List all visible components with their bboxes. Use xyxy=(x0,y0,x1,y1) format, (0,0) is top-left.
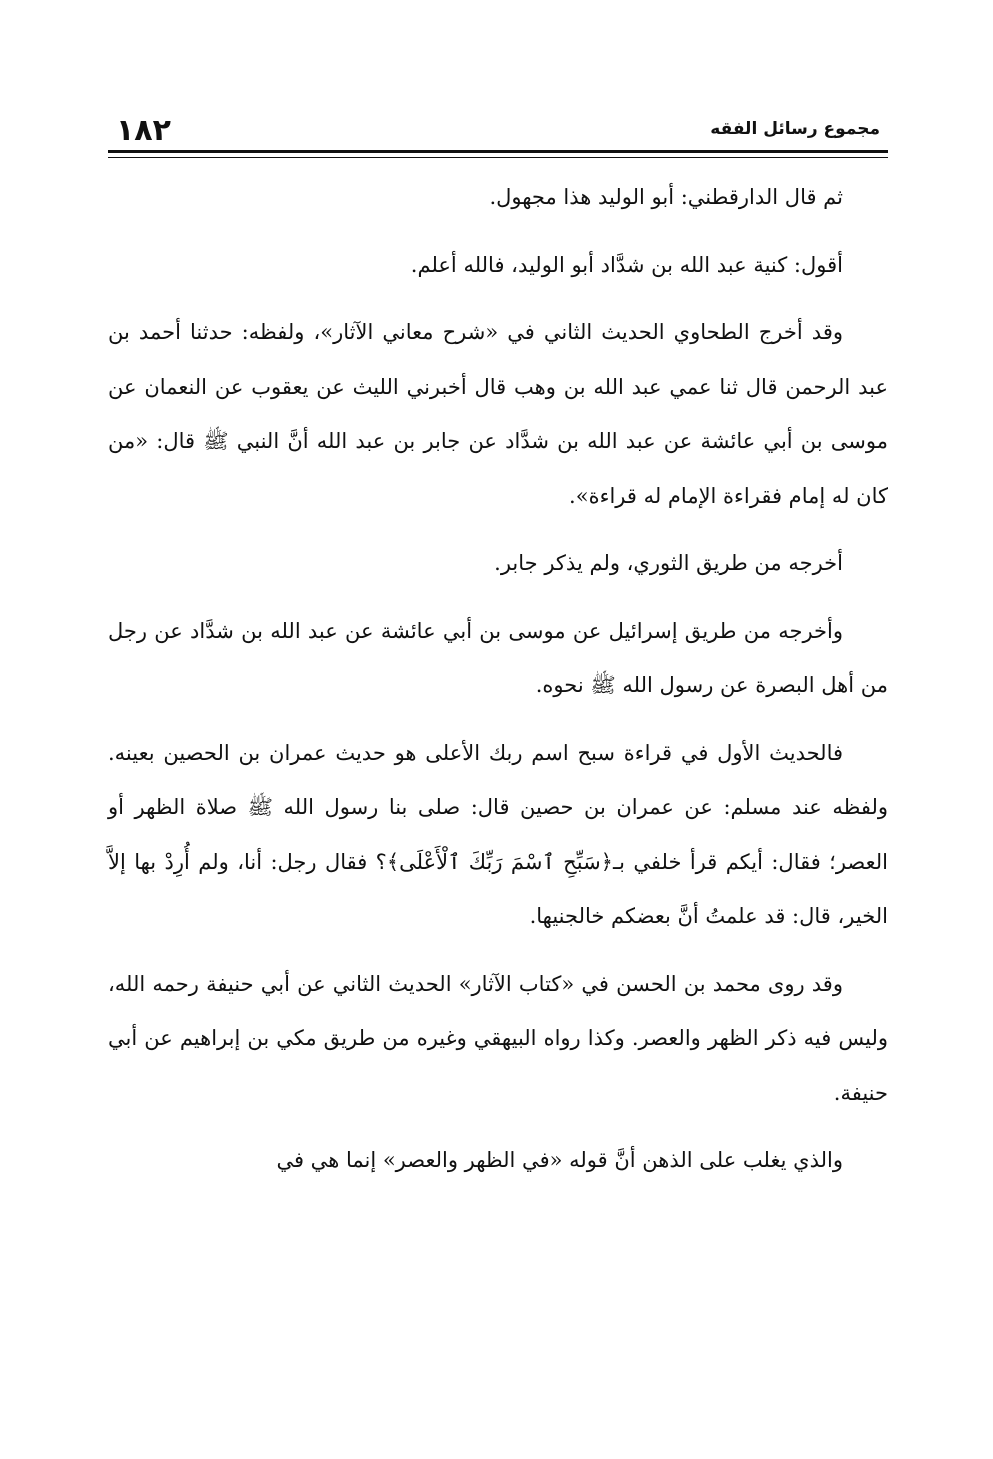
paragraph: وقد روى محمد بن الحسن في «كتاب الآثار» الحديث الثاني عن أبي حنيفة رحمه الله، وليس فيه ذكر الظهر والعصر. وكذا رواه البيهقي وغيره من طريق مكي بن إبراهيم عن أبي حنيفة. xyxy=(108,971,888,1105)
paragraph: وأخرجه من طريق إسرائيل عن موسى بن أبي عائشة عن عبد الله بن شدَّاد عن رجل من أهل البصرة عن رسول الله ﷺ نحوه. xyxy=(108,618,888,697)
paragraph: أخرجه من طريق الثوري، ولم يذكر جابر. xyxy=(494,551,843,575)
paragraph: فالحديث الأول في قراءة سبح اسم ربك الأعلى هو حديث عمران بن الحصين بعينه. ولفظه عند مسلم: عن عمران بن حصين قال: صلى بنا رسول الله ﷺ صلاة الظهر أو العصر؛ فقال: أيكم قرأ خلفي بـ﴿سَبِّحِ ٱسْمَ رَبِّكَ ٱلْأَعْلَى﴾؟ فقال رجل: أنا، ولم أُرِدْ بها إلاَّ الخير، قال: قد علمتُ أنَّ بعضكم خالجنيها. xyxy=(108,740,888,928)
paragraph: ثم قال الدارقطني: أبو الوليد هذا مجهول. xyxy=(489,185,843,209)
paragraph: أقول: كنية عبد الله بن شدَّاد أبو الوليد، فالله أعلم. xyxy=(410,252,843,277)
page-header xyxy=(108,108,888,150)
paragraph: والذي يغلب على الذهن أنَّ قوله «في الظهر والعصر» إنما هي في xyxy=(276,1148,843,1172)
body-text xyxy=(108,170,888,1201)
header-rule-thin xyxy=(108,157,888,158)
page-number: ١٨٢ xyxy=(116,113,171,148)
header-rule-thick xyxy=(108,150,888,153)
paragraph: وقد أخرج الطحاوي الحديث الثاني في «شرح معاني الآثار»، ولفظه: حدثنا أحمد بن عبد الرحمن قال ثنا عمي عبد الله بن وهب قال أخبرني الليث عن يعقوب عن النعمان عن موسى بن أبي عائشة عن عبد الله بن شدَّاد عن جابر بن عبد الله أنَّ النبي ﷺ قال: «من كان له إمام فقراءة الإمام له قراءة». xyxy=(108,320,888,508)
running-title: مجموع رسائل الفقه xyxy=(710,119,880,139)
